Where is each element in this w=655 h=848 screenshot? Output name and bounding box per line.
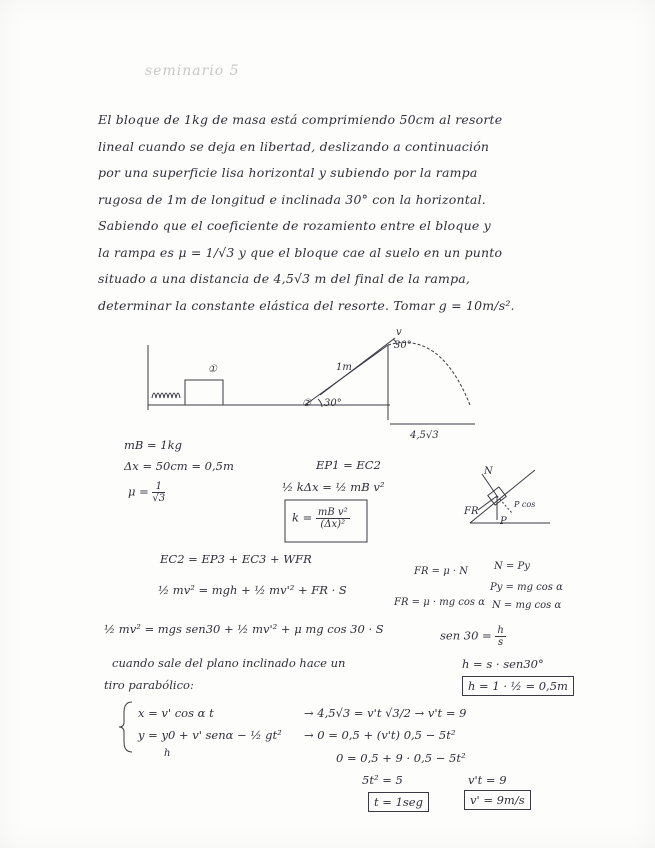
sketch-friction-label: FR bbox=[464, 506, 479, 517]
projectile-intro-2: tiro parabólico: bbox=[104, 678, 194, 692]
sketch-weight-label: P bbox=[500, 516, 507, 527]
point-1-label: ① bbox=[208, 364, 217, 375]
problem-line: lineal cuando se deja en libertad, deslizando a continuación bbox=[98, 138, 490, 154]
energy-eq-3: EC2 = EP3 + EC3 + WFR bbox=[160, 552, 312, 566]
friction-eq-1: FR = μ · N bbox=[414, 566, 468, 577]
sketch-component-label: P cos bbox=[514, 500, 536, 509]
normal-eq-2: Py = mg cos α bbox=[490, 582, 563, 593]
problem-line: situado a una distancia de 4,5√3 m del final de la rampa, bbox=[98, 271, 471, 286]
block-1 bbox=[185, 380, 223, 405]
spring-icon bbox=[152, 393, 180, 398]
velocity-label: v bbox=[396, 327, 402, 338]
v-result: v' = 9m/s bbox=[464, 790, 531, 810]
y-substitution-2: 0 = 0,5 + 9 · 0,5 − 5t² bbox=[336, 751, 466, 765]
given-compression: Δx = 50cm = 0,5m bbox=[124, 459, 234, 473]
energy-eq-1: EP1 = EC2 bbox=[316, 458, 381, 472]
problem-line: Sabiendo que el coeficiente de rozamiento entre el bloque y bbox=[98, 218, 491, 233]
problem-line: rugosa de 1m de longitud e inclinada 30° con la horizontal. bbox=[98, 191, 486, 207]
friction-eq-2: FR = μ · mg cos α bbox=[394, 597, 485, 608]
point-2-label: ② bbox=[302, 398, 311, 409]
energy-eq-4: ½ mv² = mgh + ½ mv'² + FR · S bbox=[158, 583, 347, 597]
energy-eq-2: ½ kΔx = ½ mB v² bbox=[282, 480, 385, 494]
angle-bottom-label: 30° bbox=[324, 398, 342, 409]
height-eq-1: h = s · sen30° bbox=[462, 657, 544, 671]
sin-eq: sen 30 = $\frac{h}{s}$ bbox=[440, 625, 504, 648]
normal-arrow bbox=[482, 474, 497, 496]
problem-line: la rampa es μ = 1/√3 y que el bloque cae al suelo en un punto bbox=[98, 244, 503, 260]
normal-eq-3: N = mg cos α bbox=[492, 600, 562, 611]
problem-line: determinar la constante elástica del resorte. Tomar g = 10m/s². bbox=[98, 297, 515, 313]
x-substitution: → 4,5√3 = v't √3/2 → v't = 9 bbox=[304, 706, 467, 720]
distance-label: 4,5√3 bbox=[410, 430, 439, 441]
vt-value: v't = 9 bbox=[468, 773, 507, 787]
given-mass: mB = 1kg bbox=[124, 438, 182, 452]
energy-eq-5: ½ mv² = mgs sen30 + ½ mv'² + μ mg cos 30 · S bbox=[104, 622, 384, 636]
t-result: t = 1seg bbox=[368, 792, 429, 812]
k-formula: k = $\frac{\text{mB v²}}{\text{(Δx)²}}$ bbox=[292, 507, 348, 530]
angle-top-label: 30° bbox=[394, 340, 412, 351]
angle-arc-bottom bbox=[318, 399, 322, 407]
projectile-intro-1: cuando sale del plano inclinado hace un bbox=[112, 656, 346, 670]
sketch-normal-label: N bbox=[484, 466, 493, 477]
given-mu: μ = $\frac{1}{√3}$ bbox=[128, 481, 166, 504]
h-mark: h bbox=[164, 748, 171, 759]
velocity-arrow bbox=[320, 338, 395, 395]
problem-line: El bloque de 1kg de masa está comprimiendo 50cm al resorte bbox=[98, 112, 503, 127]
trajectory bbox=[388, 343, 470, 406]
t-squared: 5t² = 5 bbox=[362, 773, 403, 787]
y-equation: y = y0 + v' senα − ½ gt² bbox=[138, 728, 282, 742]
y-substitution: → 0 = 0,5 + (v't) 0,5 − 5t² bbox=[304, 728, 456, 742]
problem-line: por una superficie lisa horizontal y subiendo por la rampa bbox=[98, 165, 478, 180]
height-result: h = 1 · ½ = 0,5m bbox=[462, 676, 574, 696]
system-brace bbox=[119, 702, 132, 752]
page-title: seminario 5 bbox=[145, 63, 240, 79]
ramp-length-label: 1m bbox=[336, 362, 352, 373]
x-equation: x = v' cos α t bbox=[138, 706, 214, 720]
normal-eq-1: N = Py bbox=[494, 561, 530, 572]
